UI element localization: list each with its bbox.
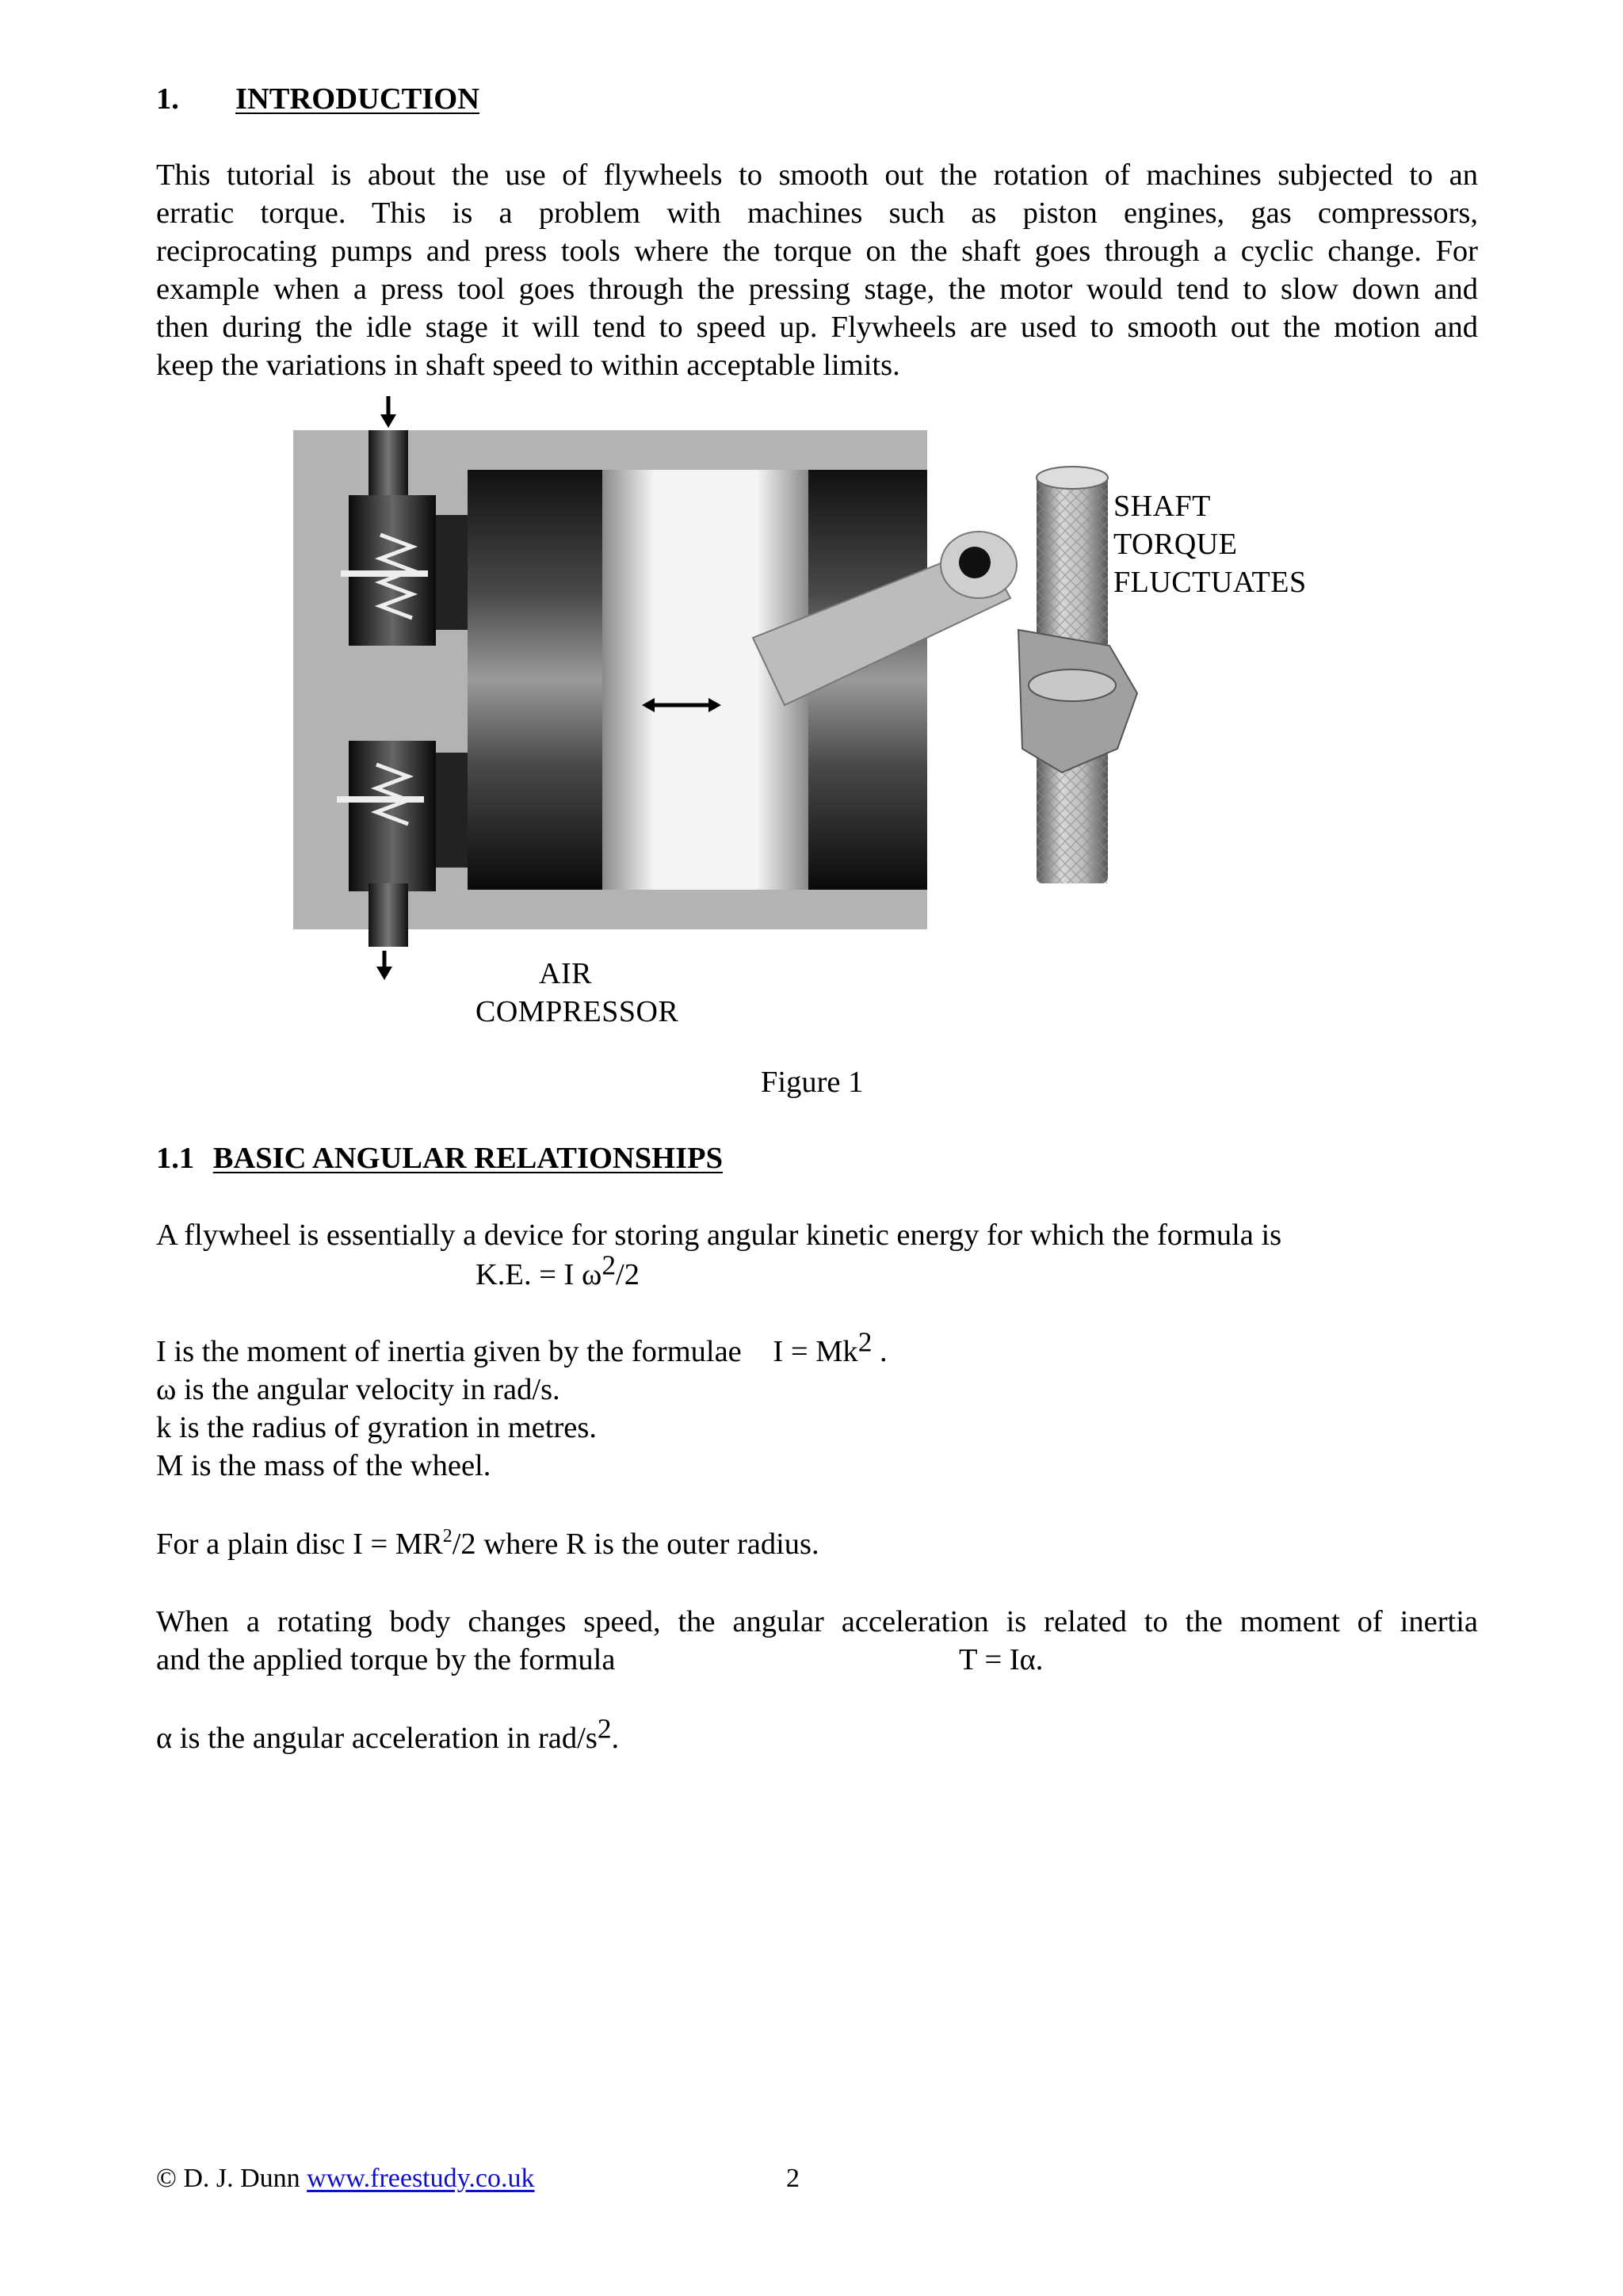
inlet-valve-seat: [436, 515, 468, 630]
arrow-down-icon: [376, 951, 392, 980]
m-definition: M is the mass of the wheel.: [156, 1449, 491, 1482]
torque-formula: T = Iα.: [959, 1643, 1044, 1676]
intro-line: reciprocating pumps and press tools where the torque on the shaft goes through a cyclic change. For: [156, 235, 1478, 268]
alpha-definition: α is the angular acceleration in rad/s2.: [156, 1712, 620, 1755]
intro-line: then during the idle stage it will tend to speed up. Flywheels are used to smooth out the motion and: [156, 311, 1478, 344]
section-1-heading: [156, 82, 480, 116]
page-number: 2: [786, 2164, 800, 2193]
outlet-pipe: [369, 883, 408, 947]
intro-paragraph: [156, 156, 1478, 384]
inertia-line: I is the moment of inertia given by the formulae I = Mk2 .: [156, 1325, 888, 1368]
plain-disc-line: For a plain disc $I = MR^2/2$ where R is the outer radius.: [156, 1525, 819, 1561]
outlet-valve-seat: [436, 753, 468, 868]
section-1-title: INTRODUCTION: [235, 82, 480, 116]
footer-link[interactable]: www.freestudy.co.uk: [307, 2164, 535, 2193]
section-1-number: 1.: [156, 82, 179, 116]
air-compressor-label: AIR COMPRESSOR: [475, 957, 679, 1028]
footer: [156, 2161, 535, 2196]
intro-line: erratic torque. This is a problem with machines such as piston engines, gas compressors,: [156, 196, 1478, 230]
inlet-valve-stem: [341, 570, 428, 577]
footer-author: © D. J. Dunn: [156, 2164, 307, 2193]
section-1-1-title: BASIC ANGULAR RELATIONSHIPS: [212, 1142, 723, 1175]
intro-line: This tutorial is about the use of flywheels to smooth out the rotation of machines subjected to an: [156, 158, 1478, 192]
shaft-torque-label: SHAFT TORQUE FLUCTUATES: [1113, 490, 1307, 599]
inlet-pipe: [369, 430, 408, 502]
acceleration-paragraph: When a rotating body changes speed, the angular acceleration is related to the moment of inertia and the applied torque by the formula T = Iα.: [156, 1603, 1478, 1679]
outlet-valve-stem: [337, 796, 424, 803]
intro-line: example when a press tool goes through the pressing stage, the motor would tend to slow down and: [156, 273, 1478, 306]
flywheel-intro: A flywheel is essentially a device for storing angular kinetic energy for which the formula is: [156, 1219, 1282, 1252]
arrow-down-icon: [380, 396, 396, 428]
k-definition: k is the radius of gyration in metres.: [156, 1411, 597, 1444]
crank-pin: [959, 547, 991, 578]
figure-caption: Figure 1: [761, 1066, 864, 1099]
section-1-1-heading: [156, 1141, 723, 1176]
intro-line: keep the variations in shaft speed to within acceptable limits.: [156, 349, 900, 382]
omega-definition: ω is the angular velocity in rad/s.: [156, 1373, 560, 1406]
section-1-1-number: 1.1: [156, 1142, 195, 1175]
ke-formula: K.E. = I ω2/2: [475, 1249, 640, 1291]
